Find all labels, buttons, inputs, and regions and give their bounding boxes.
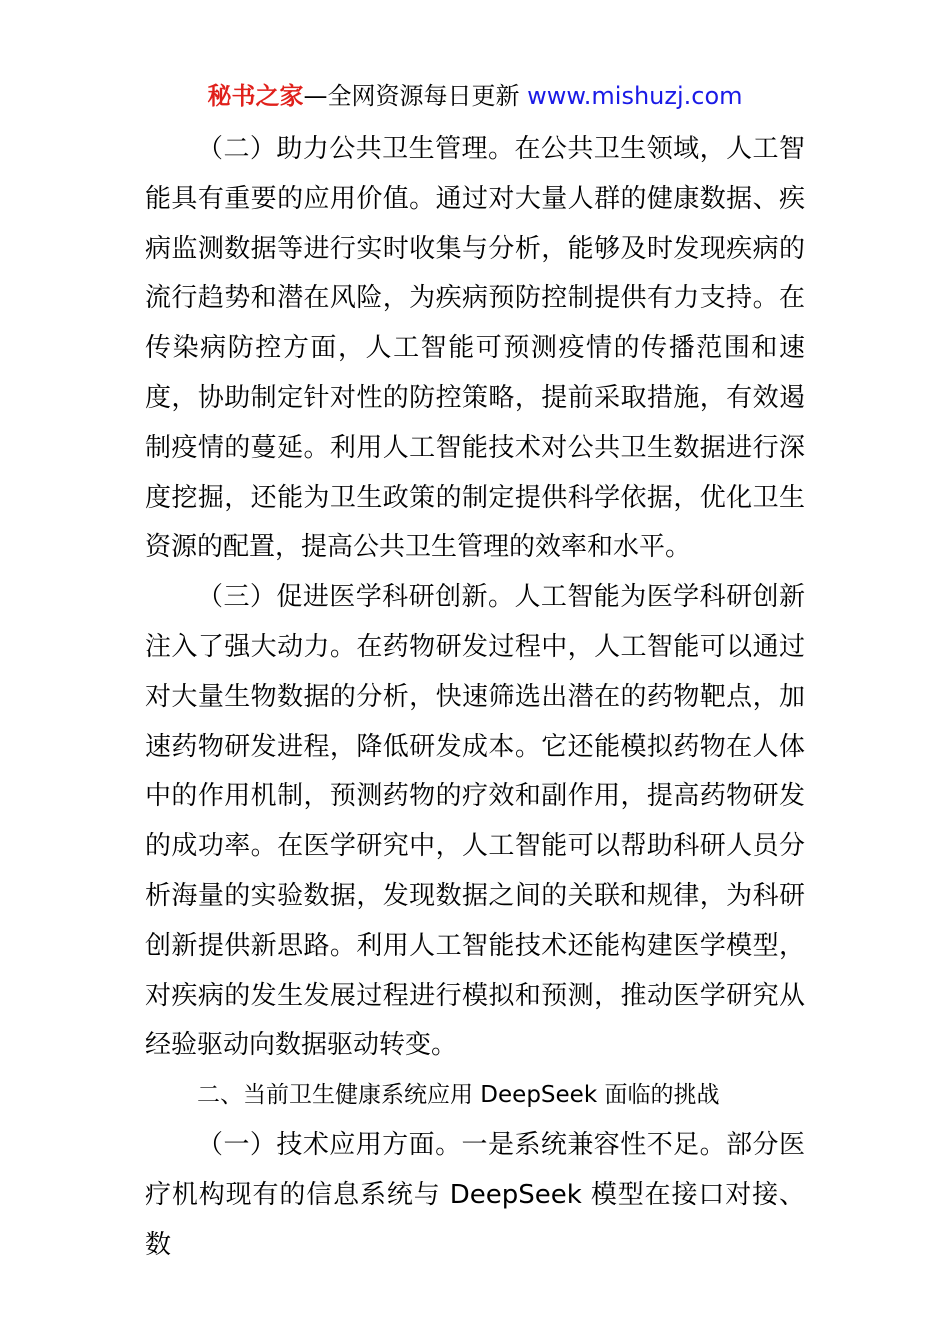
site-tagline: —全网资源每日更新 (303, 82, 528, 110)
paragraph-public-health: （二）助力公共卫生管理。在公共卫生领域，人工智能具有重要的应用价值。通过对大量人群的健康数据、疾病监测数据等进行实时收集与分析，能够及时发现疾病的流行趋势和潜在风险，为疾病预防控制提供有力支持。在传染病防控方面，人工智能可预测疫情的传播范围和速度，协助制定针对性的防控策略，提前采取措施，有效遏制疫情的蔓延。利用人工智能技术对公共卫生数据进行深度挖掘，还能为卫生政策的制定提供科学依据，优化卫生资源的配置，提高公共卫生管理的效率和水平。 (145, 134, 805, 563)
site-header (0, 80, 950, 112)
document-body (145, 125, 805, 1270)
site-brand: 秘书之家 (207, 82, 304, 110)
section-heading: 二、当前卫生健康系统应用 DeepSeek 面临的挑战 (197, 1082, 720, 1109)
paragraph-research-innovation: （三）促进医学科研创新。人工智能为医学科研创新注入了强大动力。在药物研发过程中，人工智能可以通过对大量生物数据的分析，快速筛选出潜在的药物靶点，加速药物研发进程，降低研发成本。它还能模拟药物在人体中的作用机制，预测药物的疗效和副作用，提高药物研发的成功率。在医学研究中，人工智能可以帮助科研人员分析海量的实验数据，发现数据之间的关联和规律，为科研创新提供新思路。利用人工智能技术还能构建医学模型，对疾病的发生发展过程进行模拟和预测，推动医学研究从经验驱动向数据驱动转变。 (145, 582, 805, 1061)
paragraph-technical-application: （一）技术应用方面。一是系统兼容性不足。部分医疗机构现有的信息系统与 DeepSeek 模型在接口对接、数 (145, 1129, 805, 1260)
site-url-link[interactable]: www.mishuzj.com (527, 82, 743, 110)
